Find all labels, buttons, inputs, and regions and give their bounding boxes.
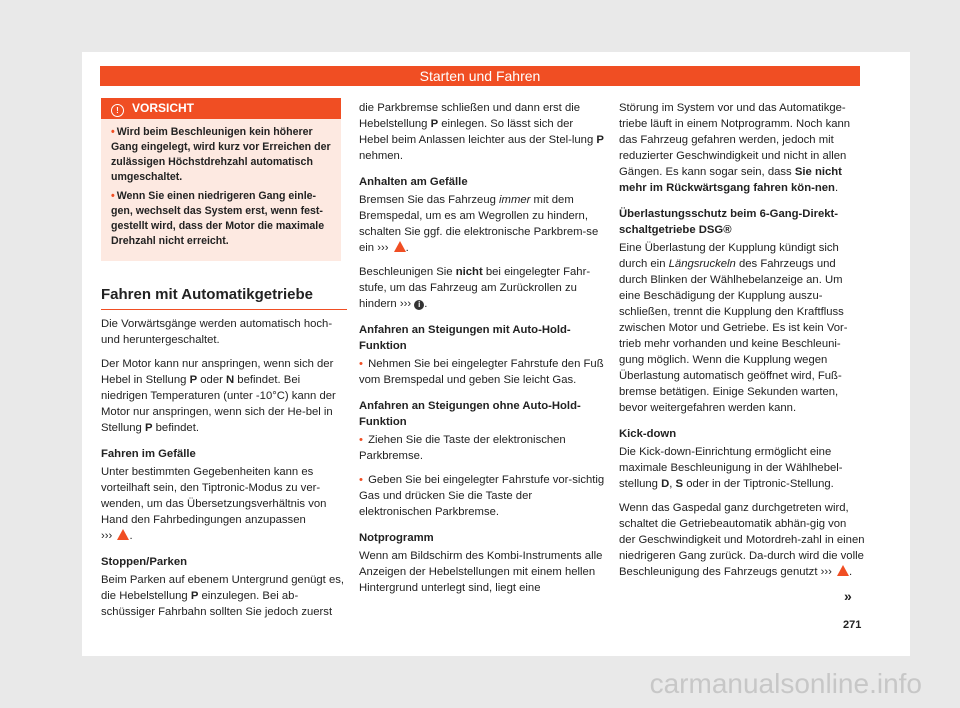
info-icon: i — [414, 300, 424, 310]
subheading: Notprogramm — [359, 532, 434, 544]
caution-item: • Wenn Sie einen niedrigeren Gang einle-gen, wechselt das System erst, wenn fest-gestellt wird, dass der Motor die maximale Drehzahl nicht erreicht. — [111, 190, 325, 247]
warning-circle-icon: ! — [111, 104, 124, 117]
caution-label: VORSICHT — [132, 101, 195, 115]
subheading: Anfahren an Steigungen mit Auto-Hold-Funktion — [359, 324, 571, 352]
caution-box — [101, 98, 341, 261]
chapter-banner: Starten und Fahren — [100, 66, 860, 86]
caution-header — [101, 98, 341, 119]
warning-triangle-icon — [837, 565, 849, 576]
paragraph: Störung im System vor und das Automatikge-triebe läuft in einem Notprogramm. Noch kann das Fahrzeug gefahren werden, jedoch mit reduzierter Geschwindigkeit und nicht in allen Gängen. Es kann sogar sein, dass Sie nicht mehr im Rückwärtsgang fahren kön-nen. — [619, 102, 851, 194]
page-number: 271 — [843, 619, 862, 631]
subheading: Anfahren an Steigungen ohne Auto-Hold-Funktion — [359, 400, 581, 428]
continue-mark: » — [844, 588, 852, 604]
paragraph: Bremsen Sie das Fahrzeug immer mit dem Bremspedal, um es am Wegrollen zu hindern, schalten Sie ggf. die elektronische Parkbrem-se ein ››› . — [359, 194, 599, 254]
caution-item: • Wird beim Beschleunigen kein höherer Gang eingelegt, wird kurz vor Erreichen der zulässigen Höchstdrehzahl automatisch umgeschaltet. — [111, 126, 331, 183]
list-item: • Nehmen Sie bei eingelegter Fahrstufe den Fuß vom Bremspedal und geben Sie leicht Gas. — [359, 358, 604, 386]
column-3 — [619, 100, 865, 588]
cross-reference-link[interactable]: ››› — [101, 530, 113, 542]
caution-body — [101, 119, 341, 261]
list-item: • Geben Sie bei eingelegter Fahrstufe vor-sichtig Gas und drücken Sie die Taste der elektronischen Parkbremse. — [359, 474, 605, 518]
subheading: Stoppen/Parken — [101, 556, 188, 568]
bullet-icon: • — [359, 358, 363, 370]
section-title: Fahren mit Automatikgetriebe — [101, 287, 347, 310]
paragraph: Die Vorwärtsgänge werden automatisch hoch- und heruntergeschaltet. — [101, 318, 333, 346]
bullet-icon: • — [359, 434, 363, 446]
paragraph: Unter bestimmten Gegebenheiten kann es vorteilhaft sein, den Tiptronic-Modus zu ver-wenden, um das Übersetzungsverhältnis von Hand den Fahrbedingungen anzupassen ››› . — [101, 466, 327, 542]
list-item: • Ziehen Sie die Taste der elektronischen Parkbremse. — [359, 434, 566, 462]
watermark: carmanualsonline.info — [649, 668, 922, 699]
cross-reference-link[interactable]: ››› — [377, 242, 389, 254]
bullet-icon: • — [111, 126, 115, 138]
paragraph: Der Motor kann nur anspringen, wenn sich der Hebel in Stellung P oder N befindet. Bei niedrigen Temperaturen (unter -10°C) kann der Motor nur anspringen, wenn sich der He-bel in Stellung P befindet. — [101, 358, 336, 434]
paragraph: Eine Überlastung der Kupplung kündigt sich durch ein Längsruckeln des Fahrzeugs und durch Blinken der Wählhebelanzeige an. Um eine Beschädigung der Kupplung auszu-schließen, trennt die Kupplung den Kraftfluss zwischen Motor und Getriebe. Es ist kein Vor-trieb mehr vorhanden und keine Beschleuni-gung möglich. Wenn die Kupplung wegen Überlastung automatisch geöffnet wird, Fuß-bremse betätigen. Einige Sekunden warten, bevor weitergefahren werden kann. — [619, 242, 848, 414]
paragraph: Wenn am Bildschirm des Kombi-Instruments alle Anzeigen der Hebelstellungen mit einem hellen Hintergrund unterlegt sind, liegt eine — [359, 550, 603, 594]
subheading: Überlastungsschutz beim 6-Gang-Direkt-schaltgetriebe DSG® — [619, 208, 839, 236]
subheading: Fahren im Gefälle — [101, 448, 196, 460]
column-2 — [359, 100, 605, 604]
paragraph: Beschleunigen Sie nicht bei eingelegter Fahr-stufe, um das Fahrzeug am Zurückrollen zu hindern ››› i . — [359, 266, 591, 310]
warning-triangle-icon — [394, 241, 406, 252]
paragraph: die Parkbremse schließen und dann erst die Hebelstellung P einlegen. So lässt sich der Hebel beim Anlassen leichter aus der Stel-lung P nehmen. — [359, 102, 604, 162]
bullet-icon: • — [111, 190, 115, 202]
cross-reference-link[interactable]: ››› — [820, 566, 832, 578]
paragraph: Wenn das Gaspedal ganz durchgetreten wird, schaltet die Getriebeautomatik abhän-gig von der Geschwindigkeit und Motordreh-zahl in einen niedrigeren Gang zurück. Da-durch wird die volle Beschleunigung des Fahrzeugs genutzt ››› . — [619, 502, 865, 578]
paragraph: Die Kick-down-Einrichtung ermöglicht eine maximale Beschleunigung in der Wählhebel-stellung D, S oder in der Tiptronic-Stellung. — [619, 446, 843, 490]
column-1 — [101, 98, 347, 628]
subheading: Anhalten am Gefälle — [359, 176, 468, 188]
paragraph: Beim Parken auf ebenem Untergrund genügt es, die Hebelstellung P einzulegen. Bei ab-schüssiger Fahrbahn sollten Sie jedoch zuerst — [101, 574, 345, 618]
warning-triangle-icon — [117, 529, 129, 540]
cross-reference-link[interactable]: ››› — [399, 298, 412, 310]
bullet-icon: • — [359, 474, 363, 486]
subheading: Kick-down — [619, 428, 677, 440]
